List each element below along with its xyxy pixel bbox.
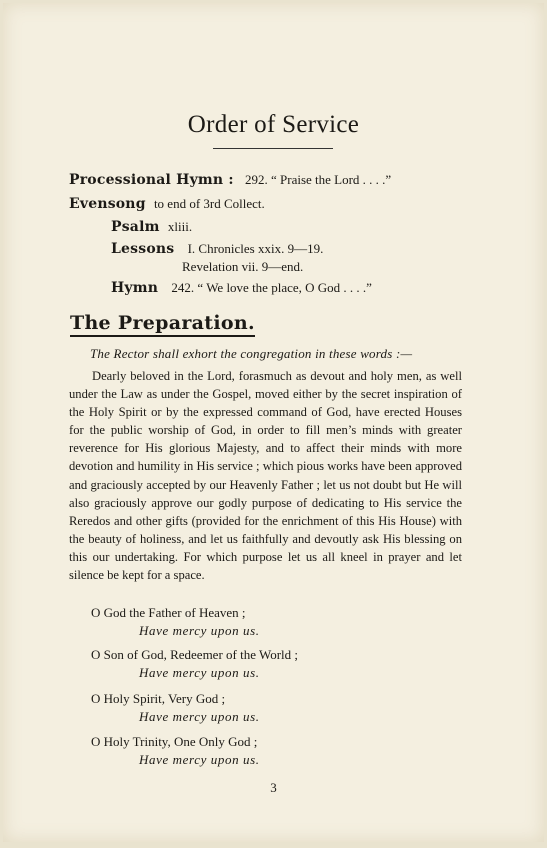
evensong-text: to end of 3rd Collect.: [153, 196, 265, 211]
hymn-label: Hymn: [111, 280, 159, 296]
title-rule: [213, 148, 333, 149]
evensong-label: Evensong: [69, 196, 146, 212]
psalm-label: Psalm: [111, 219, 160, 235]
lessons-line-2: [182, 259, 303, 275]
lessons-line: [111, 241, 323, 257]
exhortation-paragraph: Dearly beloved in the Lord, forasmuch as devout and holy men, as well under the Law as under the Gospel, moved either by the secret inspiration of the Holy Spirit or by the expressed command of God, have erected Houses for the public worship of God, in order to fill men’s minds with greater reverence for His glorious Majesty, and to affect their minds with more devotion and humility in His service ; which pious works have been approved and graciously accepted by our Heavenly Father ; let us not doubt but He will also graciously approve our godly purpose of dedicating to His service the Reredos and other gifts (provided for the enrichment of this His House) with the beauty of holiness, and let us faithfully and devoutly ask His blessing on this our undertaking. For which purpose let us all kneel in prayer and let silence be kept for a space.: [69, 369, 462, 583]
page-title: Order of Service: [187, 111, 360, 138]
psalm-line: [111, 219, 192, 235]
versicle-3: O Holy Spirit, Very God ;: [91, 691, 226, 706]
processional-label: Processional Hymn :: [69, 172, 234, 188]
processional-text: 292. “ Praise the Lord . . . .”: [244, 172, 392, 187]
lessons-text-2: Revelation vii. 9—end.: [182, 259, 304, 274]
lessons-label: Lessons: [111, 241, 175, 257]
rubric-text: The Rector shall exhort the congregation in these words :—: [90, 346, 413, 361]
versicle-1: O God the Father of Heaven ;: [91, 605, 246, 620]
versicle-2: O Son of God, Redeemer of the World ;: [91, 647, 299, 662]
response-1: Have mercy upon us.: [139, 623, 260, 638]
page-number: 3: [270, 780, 277, 795]
service-page: [3, 3, 544, 842]
hymn-text: 242. “ We love the place, O God . . . .”: [171, 280, 372, 295]
hymn-line: [111, 280, 372, 296]
psalm-text: xliii.: [167, 219, 193, 234]
response-2: Have mercy upon us.: [139, 665, 260, 680]
response-3: Have mercy upon us.: [139, 709, 260, 724]
processional-line: [69, 172, 391, 188]
lessons-text-1: I. Chronicles xxix. 9—19.: [187, 241, 324, 256]
versicle-4: O Holy Trinity, One Only God ;: [91, 734, 258, 749]
preparation-heading: The Preparation.: [70, 312, 255, 337]
evensong-line: [69, 196, 265, 212]
response-4: Have mercy upon us.: [139, 752, 260, 767]
